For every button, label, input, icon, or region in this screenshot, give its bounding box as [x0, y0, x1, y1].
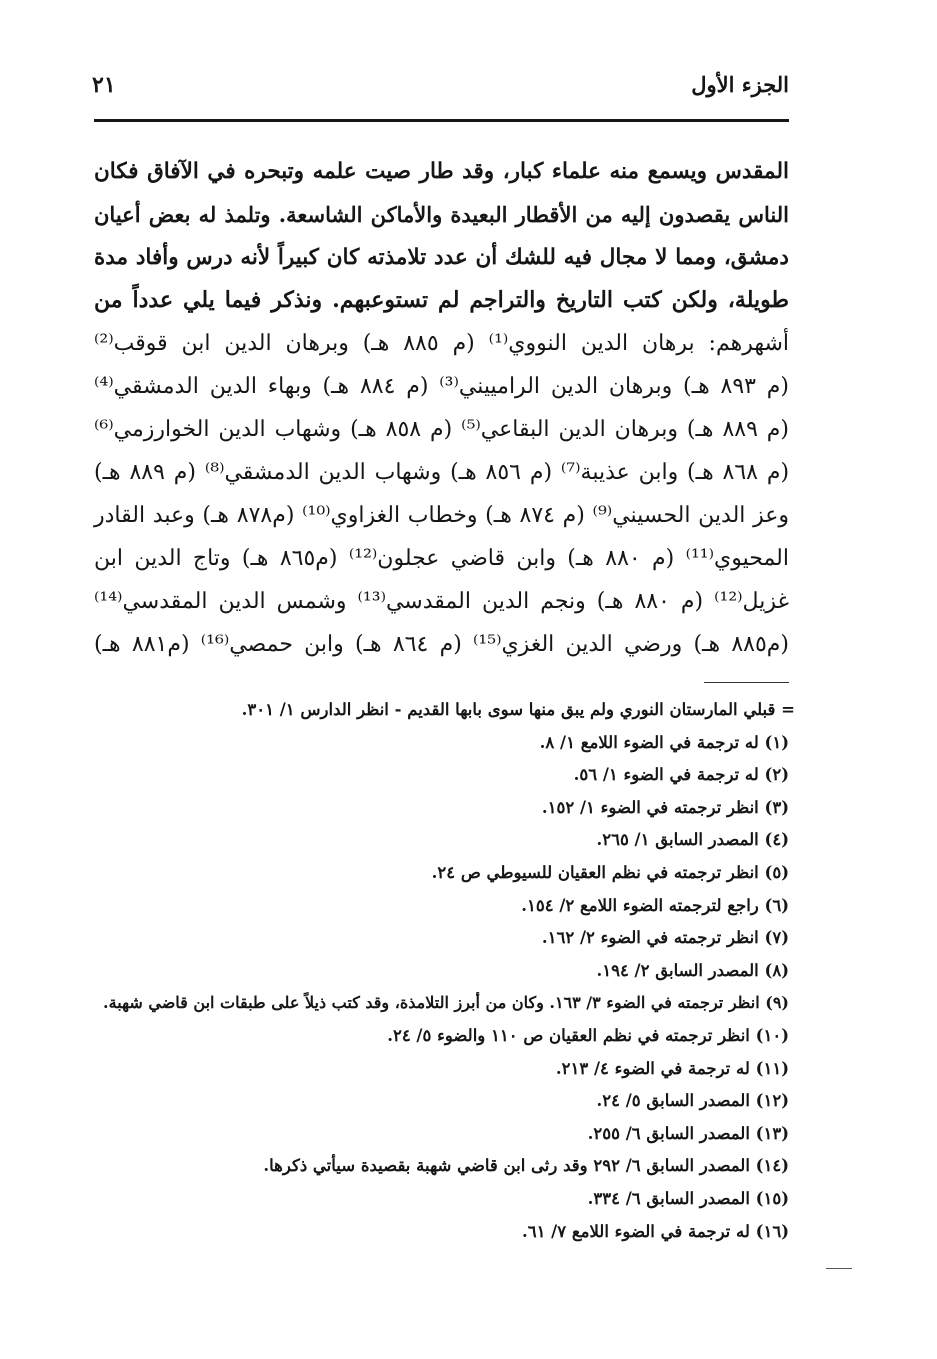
footnote: (١١) له ترجمة في الضوء ٤/ ٢١٣.: [555, 1058, 789, 1078]
text-line: وعز الدين الحسيني⁽⁹⁾ (م ٨٧٤ هـ) وخطاب الغزاوي⁽¹⁰⁾ (م٨٧٨ هـ) وعبد القادر: [94, 503, 789, 528]
footnote: (١٠) انظر ترجمته في نظم العقيان ص ١١٠ والضوء ٥/ ٢٤.: [387, 1025, 789, 1045]
text-line: (م ٨٩٣ هـ) وبرهان الدين الرامييني⁽³⁾ (م ٨٨٤ هـ) وبهاء الدين الدمشقي⁽⁴⁾: [94, 374, 789, 399]
text-line: (م٨٨٥ هـ) ورضي الدين الغزي⁽¹⁵⁾ (م ٨٦٤ هـ) وابن حمصي⁽¹⁶⁾ (م٨٨١ هـ): [94, 632, 789, 657]
footnote: (٩) انظر ترجمته في الضوء ٣/ ١٦٣. وكان من أبرز التلامذة، وقد كتب ذيلاً على طبقات ابن قاضي شهبة.: [103, 993, 789, 1013]
footnote: (٧) انظر ترجمته في الضوء ٢/ ١٦٢.: [541, 928, 789, 948]
footnote: (٥) انظر ترجمته في نظم العقيان للسيوطي ص ٢٤.: [431, 862, 789, 882]
footnotes: [94, 694, 795, 1248]
main-text: [94, 150, 789, 666]
text-line: (م ٨٨٩ هـ) وبرهان الدين البقاعي⁽⁵⁾ (م ٨٥٨ هـ) وشهاب الدين الخوارزمي⁽⁶⁾: [94, 417, 790, 442]
footnote: (١٤) المصدر السابق ٦/ ٢٩٢ وقد رثى ابن قاضي شهبة بقصيدة سيأتي ذكرها.: [263, 1156, 789, 1176]
footnote: (١٦) له ترجمة في الضوء اللامع ٧/ ٦١.: [521, 1221, 789, 1241]
footnote: (٨) المصدر السابق ٢/ ١٩٤.: [596, 960, 789, 980]
text-line: غزيل⁽¹²⁾ (م ٨٨٠ هـ) ونجم الدين المقدسي⁽¹³⁾ وشمس الدين المقدسي⁽¹⁴⁾: [94, 589, 789, 614]
text-line: (م ٨٦٨ هـ) وابن عذيبة⁽⁷⁾ (م ٨٥٦ هـ) وشهاب الدين الدمشقي⁽⁸⁾ (م ٨٨٩ هـ): [94, 460, 790, 485]
page-header: [92, 68, 789, 108]
text-line: أشهرهم: برهان الدين النووي⁽¹⁾ (م ٨٨٥ هـ) وبرهان الدين ابن قوقب⁽²⁾: [94, 331, 790, 356]
footnote: (١٢) المصدر السابق ٥/ ٢٤.: [596, 1091, 789, 1111]
text-line: طويلة، ولكن كتب التاريخ والتراجم لم تستوعبهم. ونذكر فيما يلي عدداً من: [94, 287, 789, 313]
text-line: الناس يقصدون إليه من الأقطار البعيدة والأماكن الشاسعة. وتلمذ له بعض أعيان: [94, 202, 789, 227]
footnote: (٤) المصدر السابق ١/ ٢٦٥.: [596, 830, 789, 850]
footnote-separator: [704, 682, 789, 683]
running-title: الجزء الأول: [691, 72, 789, 97]
footnote: (١٣) المصدر السابق ٦/ ٢٥٥.: [587, 1123, 789, 1143]
footnote: (٣) انظر ترجمته في الضوء ١/ ١٥٢.: [541, 797, 789, 817]
page-number: ٢١: [92, 72, 116, 98]
text-line: المحيوي⁽¹¹⁾ (م ٨٨٠ هـ) وابن قاضي عجلون⁽¹²⁾ (م٨٦٥ هـ) وتاج الدين ابن: [94, 546, 789, 571]
scan-mark: [826, 1268, 852, 1269]
text-line: المقدس ويسمع منه علماء كبار، وقد طار صيت علمه وتبحره في الآفاق فكان: [94, 159, 789, 184]
footnote: (٢) له ترجمة في الضوء ١/ ٥٦.: [573, 765, 789, 785]
text-line: دمشق، ومما لا مجال فيه للشك أن عدد تلامذته كان كبيراً لأنه درس وأفاد مدة: [94, 245, 789, 270]
footnote: (١٥) المصدر السابق ٦/ ٣٣٤.: [587, 1188, 789, 1208]
footnote: (٦) راجع لترجمته الضوء اللامع ٢/ ١٥٤.: [521, 895, 789, 915]
header-rule: [94, 119, 789, 122]
footnote: (١) له ترجمة في الضوء اللامع ١/ ٨.: [539, 732, 789, 752]
footnote-continuation: = قبلي المارستان النوري ولم يبق منها سوى بابها القديم - انظر الدارس ١/ ٣٠١.: [241, 700, 795, 719]
